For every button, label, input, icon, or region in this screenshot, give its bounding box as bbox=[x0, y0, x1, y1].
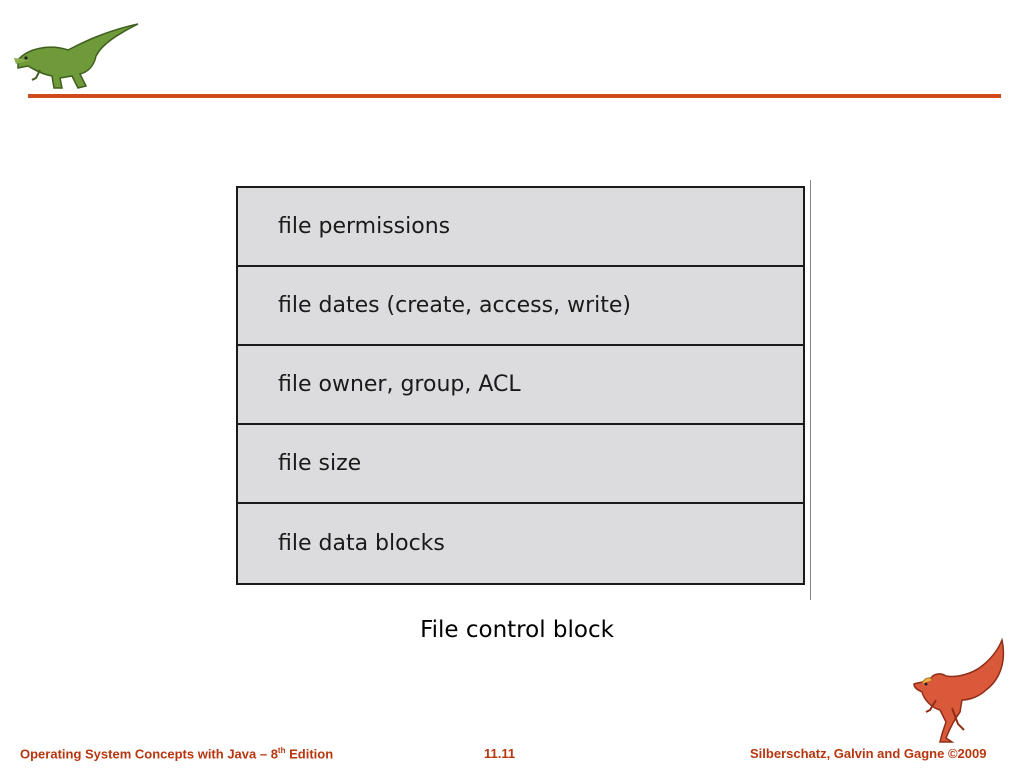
header-rule bbox=[28, 94, 1001, 98]
footer-book-title-sup: th bbox=[277, 746, 286, 755]
fcb-row-data-blocks: file data blocks bbox=[278, 531, 445, 556]
footer-book-title-edition: Edition bbox=[285, 746, 334, 762]
fcb-row-dates: file dates (create, access, write) bbox=[238, 267, 803, 346]
dinosaur-red-icon bbox=[906, 638, 1010, 746]
footer-authors: Silberschatz, Galvin and Gagne ©2009 bbox=[750, 746, 987, 761]
file-control-block-table bbox=[236, 186, 805, 585]
footer-book-title bbox=[20, 746, 333, 761]
dinosaur-green-icon bbox=[10, 20, 142, 92]
footer-book-title-main: Operating System Concepts with Java – 8 bbox=[20, 746, 278, 762]
figure-caption: File control block bbox=[420, 617, 614, 643]
fcb-row-size: file size bbox=[238, 425, 803, 504]
fcb-row-permissions: file permissions bbox=[238, 188, 803, 267]
divider-line bbox=[810, 180, 811, 600]
fcb-row-owner: file owner, group, ACL bbox=[238, 346, 803, 425]
footer-page-number: 11.11 bbox=[484, 746, 516, 761]
